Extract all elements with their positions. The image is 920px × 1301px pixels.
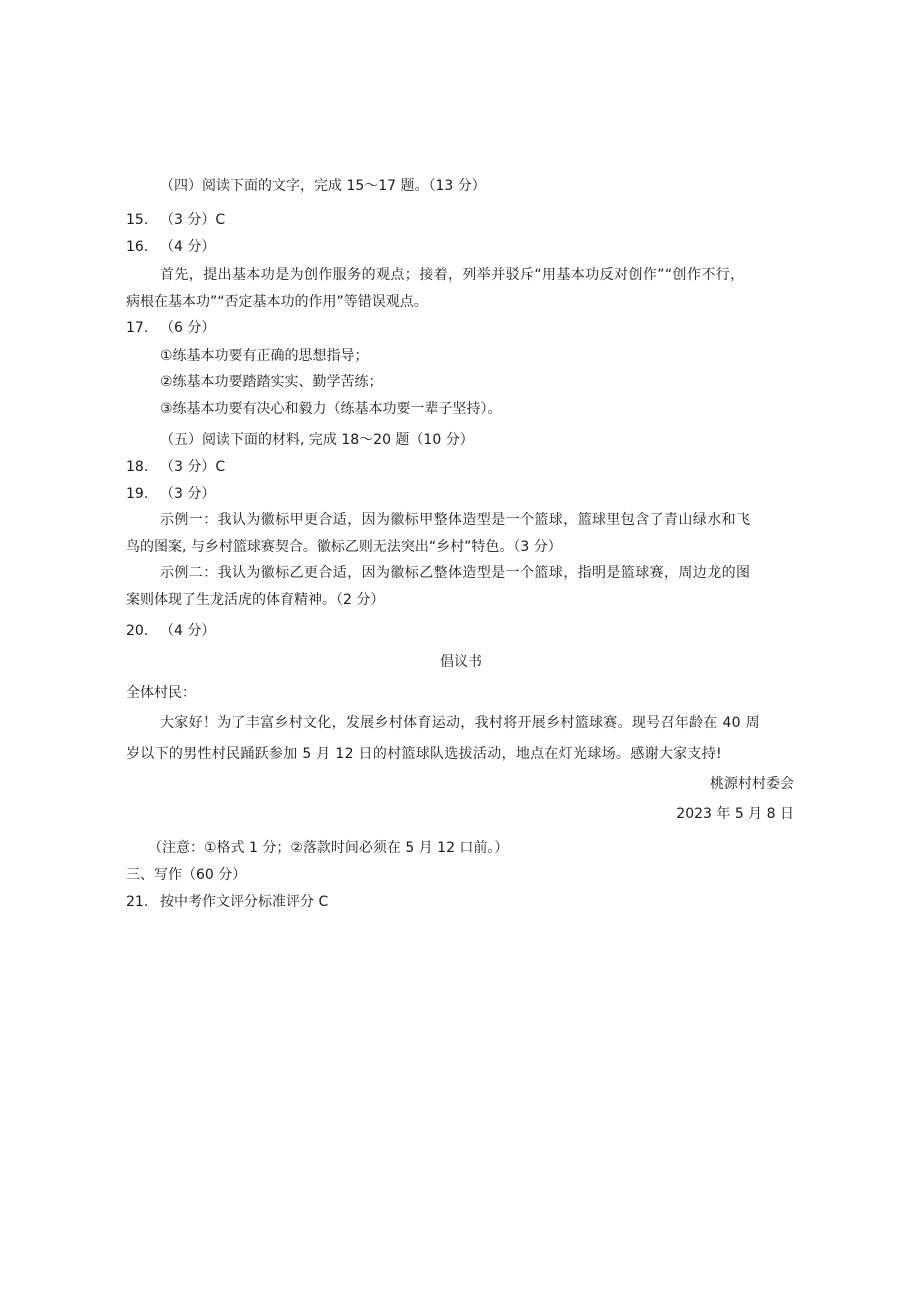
section5-heading: （五）阅读下面的材料, 完成 18～20 题（10 分）: [160, 432, 474, 448]
q19-example1-line-2: 鸟的图案, 与乡村篮球赛契合。徽标乙则无法突出“乡村”特色。（3 分）: [126, 539, 562, 555]
q19-example2-line-2: 案则体现了生龙活虎的体育精神。（2 分）: [126, 592, 385, 608]
q20-number: 20.: [126, 623, 149, 639]
letter-salutation: 全体村民：: [126, 685, 196, 701]
q19-score: （3 分）: [160, 486, 216, 502]
q19-example2-line-1: 示例二：我认为徽标乙更合适，因为徽标乙整体造型是一个篮球，指明是篮球赛，周边龙的图: [160, 565, 751, 581]
q16-answer-line-2: 病根在基本功”“否定基本功的作用”等错误观点。: [126, 294, 428, 310]
q19-number: 19.: [126, 486, 149, 502]
q19-example1-line-1: 示例一：我认为徽标甲更合适，因为徽标甲整体造型是一个篮球，篮球里包含了青山绿水和飞: [160, 512, 751, 528]
q16-answer-line-1: 首先，提出基本功是为创作服务的观点；接着，列举并驳斥“用基本功反对创作”“创作不行，: [160, 267, 745, 283]
section4-heading: （四）阅读下面的文字，完成 15～17 题。（13 分）: [160, 178, 486, 194]
q15-number: 15.: [126, 212, 149, 228]
q18-number: 18.: [126, 459, 149, 475]
q18-answer: （3 分）C: [160, 459, 226, 475]
letter-signature: 桃源村村委会: [710, 776, 794, 792]
q17-point-3: ③练基本功要有决心和毅力（练基本功要一辈子坚持）。: [160, 401, 502, 417]
q17-score: （6 分）: [160, 320, 216, 336]
q16-number: 16.: [126, 239, 149, 255]
letter-body-line-2: 岁以下的男性村民踊跃参加 5 月 12 日的村篮球队选拔活动，地点在灯光球场。感谢大家支持!: [126, 746, 722, 762]
section3-heading: 三、写作（60 分）: [126, 867, 247, 883]
q17-number: 17.: [126, 320, 149, 336]
q16-score: （4 分）: [160, 239, 216, 255]
q15-answer: （3 分）C: [160, 212, 226, 228]
q20-note: （注意：①格式 1 分；②落款时间必须在 5 月 12 口前。）: [148, 840, 509, 856]
q21-number: 21.: [126, 894, 149, 910]
q21-answer: 按中考作文评分标准评分 C: [160, 894, 329, 910]
q17-point-2: ②练基本功要踏踏实实、勤学苦练；: [160, 374, 383, 390]
q20-score: （4 分）: [160, 623, 216, 639]
letter-date: 2023 年 5 月 8 日: [676, 806, 794, 822]
q17-point-1: ①练基本功要有正确的思想指导；: [160, 348, 369, 364]
letter-title: 倡议书: [440, 654, 482, 670]
letter-body-line-1: 大家好！为了丰富乡村文化，发展乡村体育运动，我村将开展乡村篮球赛。现号召年龄在 40 周: [160, 715, 760, 731]
